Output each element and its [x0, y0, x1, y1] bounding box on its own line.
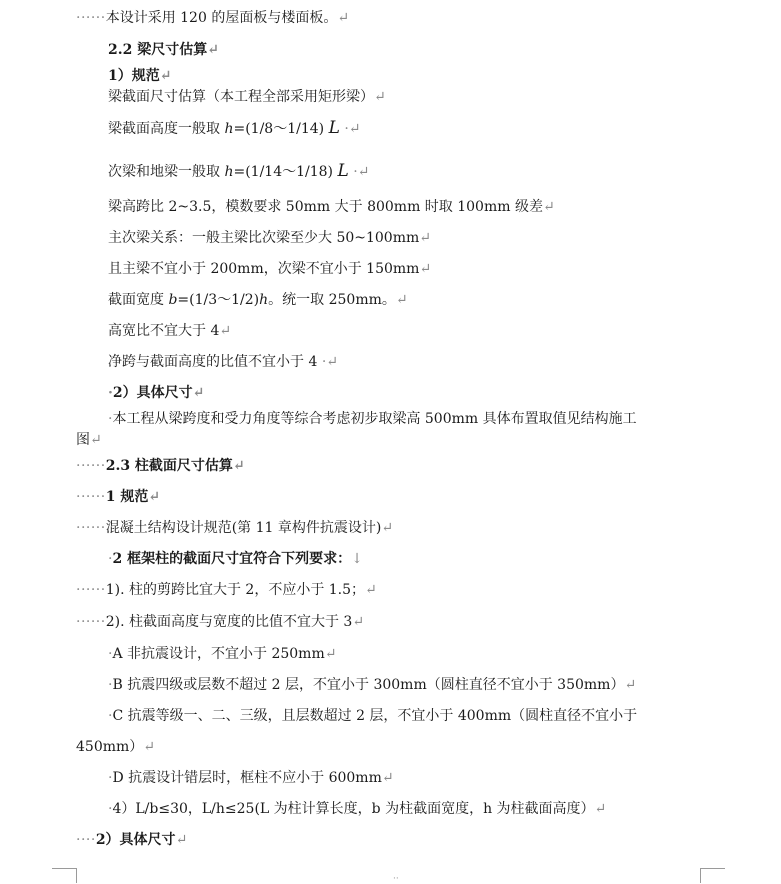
- list-item-c-cont: 450mm）↵: [76, 739, 156, 755]
- formula-main-beam-height: 梁截面高度一般取 h=(1/8～1/14) L ·↵: [108, 118, 361, 138]
- paragraph-code-reference: ······混凝土结构设计规范(第 11 章构件抗震设计)↵: [76, 520, 394, 536]
- paragraph-beam-height-choice: ·本工程从梁跨度和受力角度等综合考虑初步取梁高 500mm 具体布置取值见结构施工: [108, 411, 637, 427]
- heading-column-specific-size: ····2）具体尺寸↵: [76, 832, 188, 848]
- paragraph-beam-minimum: 且主梁不宜小于 200mm，次梁不宜小于 150mm↵: [108, 261, 432, 277]
- list-item-b: ·B 抗震四级或层数不超过 2 层，不宜小于 300mm（圆柱直径不宜小于 350mm）↵: [108, 677, 637, 693]
- formula-section-width: 截面宽度 b=(1/3～1/2)h。统一取 250mm。↵: [108, 292, 408, 308]
- paragraph-net-span-ratio: 净跨与截面高度的比值不宜小于 4 ·↵: [108, 354, 338, 370]
- page-center-mark: ··: [393, 874, 399, 884]
- list-item-section-ratio: ······2). 柱截面高度与宽度的比值不宜大于 3↵: [76, 614, 365, 630]
- heading-frame-column-requirements: ·2 框架柱的截面尺寸宜符合下列要求：↓: [108, 551, 363, 567]
- list-item-4-length-ratio: ·4）L/b≤30，L/h≤25(L 为柱计算长度，b 为柱截面宽度，h 为柱截面高度）↵: [108, 801, 607, 817]
- heading-beam-size: 2.2 梁尺寸估算↵: [108, 42, 219, 58]
- paragraph-beam-relation: 主次梁关系：一般主梁比次梁至少大 50~100mm↵: [108, 230, 432, 246]
- heading-column-spec: ······1 规范↵: [76, 489, 161, 505]
- list-item-a: ·A 非抗震设计，不宜小于 250mm↵: [108, 646, 337, 662]
- heading-spec: 1）规范↵: [108, 68, 172, 84]
- paragraph-beam-height-choice-cont: 图↵: [76, 432, 102, 448]
- list-item-shear-span: ······1). 柱的剪跨比宜大于 2，不应小于 1.5；↵: [76, 582, 377, 598]
- list-item-d: ·D 抗震设计错层时，框柱不应小于 600mm↵: [108, 770, 394, 786]
- formula-secondary-beam-height: 次梁和地梁一般取 h=(1/14～1/18) L ·↵: [108, 161, 370, 181]
- paragraph-beam-estimate: 梁截面尺寸估算（本工程全部采用矩形梁）↵: [108, 89, 386, 105]
- paragraph-aspect-ratio: 高宽比不宜大于 4↵: [108, 323, 232, 339]
- heading-column-size: ······2.3 柱截面尺寸估算↵: [76, 458, 245, 474]
- paragraph-span-ratio: 梁高跨比 2~3.5，模数要求 50mm 大于 800mm 时取 100mm 级差↵: [108, 199, 555, 215]
- list-item-c: ·C 抗震等级一、二、三级，且层数超过 2 层，不宜小于 400mm（圆柱直径不宜小于: [108, 708, 638, 724]
- paragraph-slab-thickness: ······本设计采用 120 的屋面板与楼面板。↵: [76, 10, 350, 26]
- heading-beam-specific-size: ·2）具体尺寸↵: [108, 385, 205, 401]
